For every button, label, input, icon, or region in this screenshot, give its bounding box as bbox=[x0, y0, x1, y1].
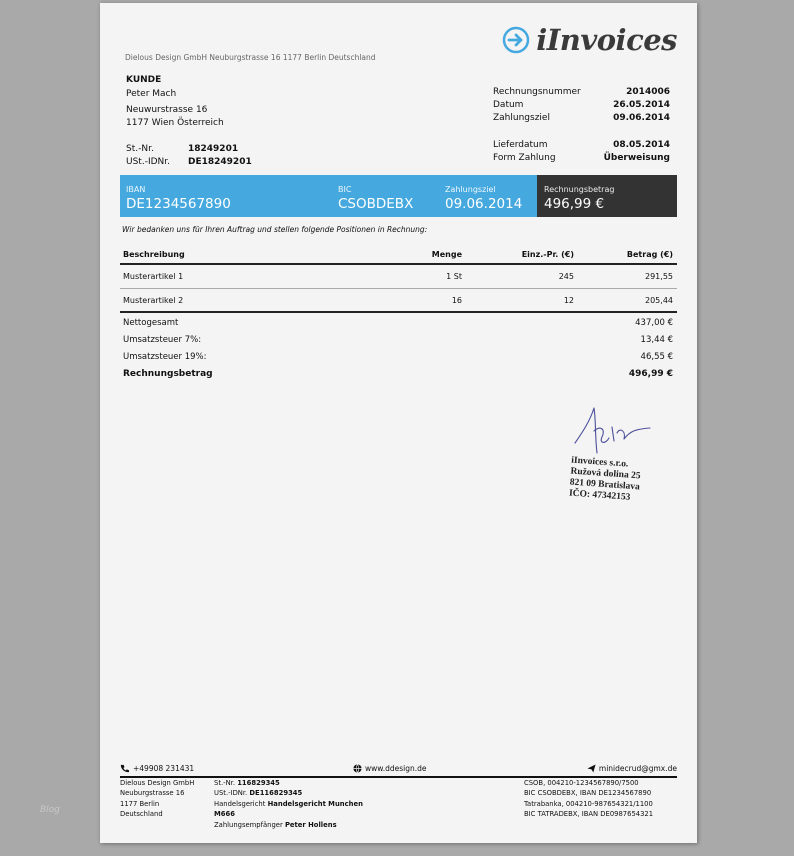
net-total-value: 437,00 € bbox=[635, 318, 673, 328]
stamp-line: iInvoices s.r.o. bbox=[570, 455, 629, 470]
customer-name: Peter Mach bbox=[126, 89, 177, 99]
delivery-date: 08.05.2014 bbox=[613, 140, 670, 150]
stamp-line: 821 09 Bratislava bbox=[569, 477, 641, 493]
bank-bar bbox=[120, 175, 677, 217]
delivery-date-label: Lieferdatum bbox=[493, 140, 548, 150]
arrow-circle-icon bbox=[502, 26, 530, 54]
customer-ust: DE18249201 bbox=[188, 157, 252, 167]
table-row bbox=[120, 289, 677, 313]
email-link[interactable]: minidecrud@gmx.de bbox=[598, 764, 677, 773]
due-date: 09.06.2014 bbox=[613, 113, 670, 123]
row-description: Musterartikel 2 bbox=[123, 296, 184, 305]
footer-website[interactable] bbox=[353, 764, 427, 773]
invoice-total-panel bbox=[537, 175, 677, 217]
invoice-number-label: Rechnungsnummer bbox=[493, 87, 581, 97]
sender-line: Dielous Design GmbH Neuburgstrasse 16 1177 Berlin Deutschland bbox=[125, 53, 376, 62]
stamp-line: IČO: 47342153 bbox=[568, 488, 631, 503]
footer-company-line: 1177 Berlin bbox=[120, 799, 160, 808]
iban-value: DE1234567890 bbox=[126, 196, 231, 212]
totals-block bbox=[120, 316, 677, 384]
globe-icon bbox=[353, 764, 362, 773]
footer-bank-line: CSOB, 004210-1234567890/7500 bbox=[524, 779, 639, 787]
footer-court-id: M666 bbox=[214, 810, 235, 819]
website-link[interactable]: www.ddesign.de bbox=[365, 764, 427, 773]
footer-bank-info bbox=[524, 778, 653, 820]
line-items-table bbox=[120, 243, 677, 313]
row-description: Musterartikel 1 bbox=[123, 272, 184, 281]
intro-text: Wir bedanken uns für Ihren Auftrag und stellen folgende Positionen in Rechnung: bbox=[122, 225, 428, 234]
footer-court: Handelsgericht Munchen bbox=[267, 799, 363, 808]
row-unit-price: 245 bbox=[558, 272, 574, 281]
customer-st-nr: 18249201 bbox=[188, 144, 239, 154]
footer-company bbox=[120, 778, 194, 820]
row-quantity: 1 St bbox=[446, 272, 462, 281]
row-quantity: 16 bbox=[451, 296, 462, 305]
customer-street: Neuwurstrasse 16 bbox=[126, 105, 208, 115]
net-total-label: Nettogesamt bbox=[123, 318, 179, 328]
footer-st: 116829345 bbox=[237, 779, 280, 787]
watermark: Blog bbox=[40, 805, 60, 815]
footer-payee: Peter Hollens bbox=[284, 820, 337, 829]
grand-total-row bbox=[120, 367, 677, 384]
footer-bank-line: BIC TATRADEBX, IBAN DE0987654321 bbox=[524, 810, 654, 819]
iban-label: IBAN bbox=[126, 185, 146, 194]
send-icon bbox=[587, 764, 596, 773]
due-date-label: Zahlungsziel bbox=[493, 113, 550, 123]
payment-form-label: Form Zahlung bbox=[493, 153, 556, 163]
table-header-row bbox=[120, 243, 677, 265]
net-total-row bbox=[120, 316, 677, 333]
footer-company-line: Dielous Design GmbH bbox=[120, 779, 195, 787]
bank-total-label: Rechnungsbetrag bbox=[544, 185, 615, 194]
footer-phone bbox=[120, 764, 194, 773]
customer-ust-label: USt.-IDNr. bbox=[126, 157, 170, 167]
footer-email[interactable] bbox=[587, 764, 677, 773]
vat19-value: 46,55 € bbox=[640, 352, 673, 362]
bank-info-panel bbox=[120, 175, 537, 217]
logo-text: iInvoices bbox=[536, 23, 677, 57]
footer-ust: DE116829345 bbox=[249, 789, 303, 798]
header-description: Beschreibung bbox=[123, 250, 185, 259]
footer-ust-label: USt.-IDNr. bbox=[214, 789, 248, 798]
customer-city: 1177 Wien Österreich bbox=[126, 118, 224, 128]
vat19-label: Umsatzsteuer 19%: bbox=[123, 352, 207, 362]
vat7-label: Umsatzsteuer 7%: bbox=[123, 335, 202, 345]
footer-company-line: Deutschland bbox=[120, 810, 163, 819]
table-row bbox=[120, 265, 677, 289]
signature bbox=[572, 403, 662, 463]
invoice-number: 2014006 bbox=[626, 87, 670, 97]
footer-court-label: Handelsgericht bbox=[214, 799, 266, 808]
customer-st-nr-label: St.-Nr. bbox=[126, 144, 154, 154]
logo bbox=[502, 23, 677, 57]
row-amount: 205,44 bbox=[645, 296, 673, 305]
invoice-page bbox=[100, 3, 697, 843]
vat7-value: 13,44 € bbox=[640, 335, 673, 345]
header-amount: Betrag (€) bbox=[626, 250, 673, 259]
bank-total-value: 496,99 € bbox=[544, 196, 605, 212]
bank-due-value: 09.06.2014 bbox=[445, 196, 523, 212]
company-stamp bbox=[569, 456, 642, 505]
footer-bank-line: Tatrabanka, 004210-987654321/1100 bbox=[524, 799, 653, 808]
header-quantity: Menge bbox=[431, 250, 462, 259]
bank-due-label: Zahlungsziel bbox=[445, 185, 496, 194]
phone-icon bbox=[120, 764, 129, 773]
invoice-date: 26.05.2014 bbox=[613, 100, 670, 110]
vat19-row bbox=[120, 350, 677, 367]
vat7-row bbox=[120, 333, 677, 350]
bic-value: CSOBDEBX bbox=[338, 196, 414, 212]
phone-number: +49908 231431 bbox=[133, 764, 195, 773]
bic-label: BIC bbox=[338, 185, 352, 194]
stamp-line: Ružová dolina 25 bbox=[570, 466, 641, 482]
footer-payee-label: Zahlungsempfänger bbox=[214, 820, 283, 829]
grand-total-label: Rechnungsbetrag bbox=[123, 369, 213, 379]
customer-heading: KUNDE bbox=[126, 75, 162, 85]
row-unit-price: 12 bbox=[563, 296, 574, 305]
footer-st-label: St.-Nr. bbox=[214, 779, 236, 787]
grand-total-value: 496,99 € bbox=[628, 369, 673, 379]
row-amount: 291,55 bbox=[645, 272, 673, 281]
invoice-date-label: Datum bbox=[493, 100, 524, 110]
footer-company-line: Neuburgstrasse 16 bbox=[120, 789, 185, 798]
payment-form: Überweisung bbox=[603, 153, 670, 163]
header-unit-price: Einz.-Pr. (€) bbox=[521, 250, 574, 259]
footer-bank-line: BIC CSOBDEBX, IBAN DE1234567890 bbox=[524, 789, 652, 798]
footer-tax-info bbox=[214, 778, 363, 830]
